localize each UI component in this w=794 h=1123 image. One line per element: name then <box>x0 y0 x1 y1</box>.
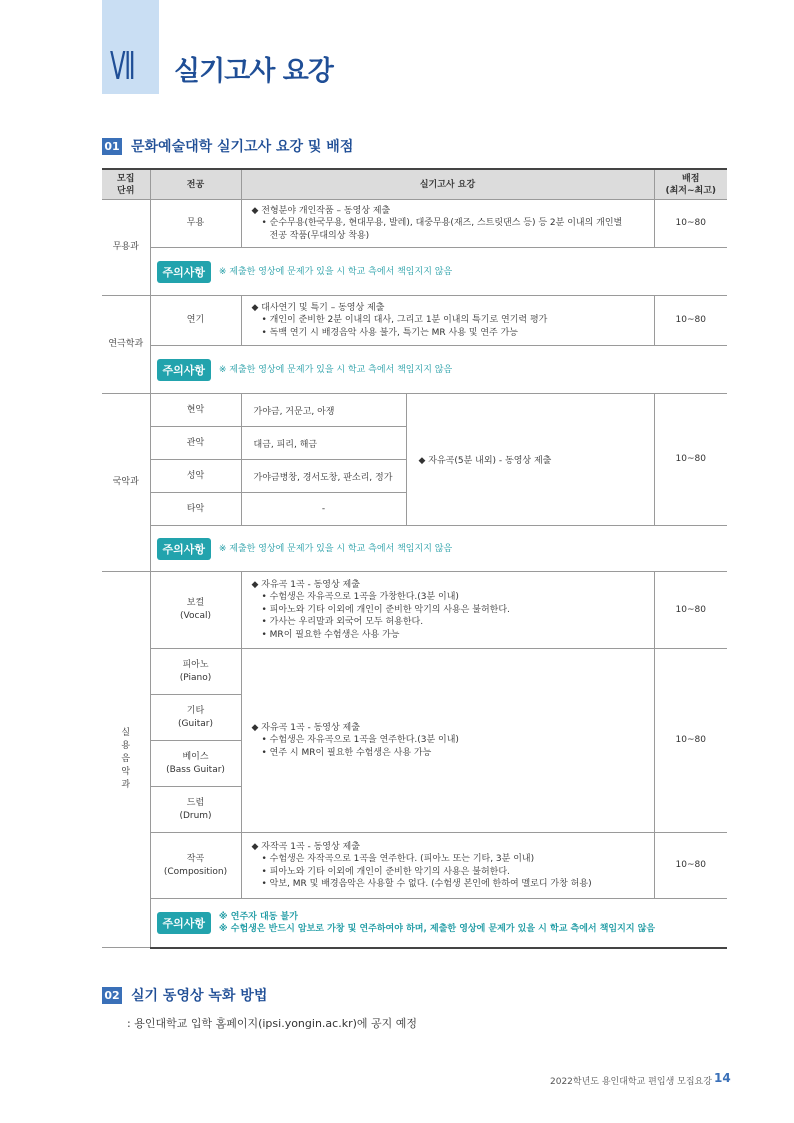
table-row <box>102 899 727 948</box>
notice-theater <box>150 346 727 394</box>
table-row <box>102 649 727 695</box>
requirement-dance: ◆ 전형분야 개인작품 – 동영상 제출 • 순수무용(한국무용, 현대무용, 발레), 대중무용(재즈, 스트릿댄스 등) 등 2분 이내의 개인별 전공 작품(무대의상 착용) <box>241 200 654 248</box>
instruments-percussion: - <box>241 493 406 526</box>
major-percussion: 타악 <box>150 493 241 526</box>
requirement-composition: ◆ 자작곡 1곡 - 동영상 제출 • 수험생은 자작곡으로 1곡을 연주한다. (피아노 또는 기타, 3분 이내) • 피아노와 기타 이외에 개인이 준비한 악기의 사용은 불허한다. • 악보, MR 및 배경음악은 사용할 수 없다. (수험생 본인에 한하여 멜로디 가창 허용) <box>241 833 654 899</box>
exam-requirements-table <box>102 168 727 949</box>
score-vocal: 10~80 <box>654 572 727 649</box>
dept-korean-music: 국악과 <box>102 394 150 572</box>
notice-text: ※ 연주자 대동 불가 ※ 수험생은 반드시 암보로 가창 및 연주하여야 하며, 제출한 영상에 문제가 있을 시 학교 측에서 책임지지 않음 <box>218 911 656 934</box>
chapter-number: Ⅶ <box>110 44 134 88</box>
section-1-heading <box>102 136 353 156</box>
requirement-vocal: ◆ 자유곡 1곡 - 동영상 제출 • 수험생은 자유곡으로 1곡을 가창한다.(3분 이내) • 피아노와 기타 이외에 개인이 준비한 악기의 사용은 불허한다. • 가사는 우리말과 외국어 모두 허용한다. • MR이 필요한 수험생은 사용 가능 <box>241 572 654 649</box>
instruments-winds: 대금, 피리, 해금 <box>241 427 406 460</box>
table-row <box>102 833 727 899</box>
table-row <box>102 200 727 248</box>
major-piano: 피아노 (Piano) <box>150 649 241 695</box>
page-number: 14 <box>714 1071 731 1085</box>
major-bass-guitar: 베이스 (Bass Guitar) <box>150 741 241 787</box>
notice-korean-music <box>150 526 727 572</box>
major-guitar: 기타 (Guitar) <box>150 695 241 741</box>
table-row <box>102 296 727 346</box>
instruments-strings: 가야금, 거문고, 아쟁 <box>241 394 406 427</box>
section-2-number: 02 <box>102 987 122 1004</box>
major-drum: 드럼 (Drum) <box>150 787 241 833</box>
notice-dance <box>150 248 727 296</box>
major-dance: 무용 <box>150 200 241 248</box>
instruments-vocal-korean: 가야금병창, 경서도창, 판소리, 정가 <box>241 460 406 493</box>
major-composition: 작곡 (Composition) <box>150 833 241 899</box>
dept-practical-music: 실 용 음 악 과 <box>102 572 150 948</box>
score-dance: 10~80 <box>654 200 727 248</box>
table-header-row <box>102 169 727 200</box>
header-requirements: 실기고사 요강 <box>241 169 654 200</box>
table-row <box>102 572 727 649</box>
footer-title: 2022학년도 용인대학교 편입생 모집요강 <box>550 1077 712 1087</box>
score-instruments: 10~80 <box>654 649 727 833</box>
notice-text: ※ 제출한 영상에 문제가 있을 시 학교 측에서 책임지지 않음 <box>218 266 453 277</box>
major-acting: 연기 <box>150 296 241 346</box>
header-unit: 모집 단위 <box>102 169 150 200</box>
header-score: 배점 (최저~최고) <box>654 169 727 200</box>
section-1-number: 01 <box>102 138 122 155</box>
recording-method-description: : 용인대학교 입학 홈페이지(ipsi.yongin.ac.kr)에 공지 예정 <box>127 1017 418 1030</box>
table-row <box>102 526 727 572</box>
table-row <box>102 346 727 394</box>
major-strings: 현악 <box>150 394 241 427</box>
requirement-instruments: ◆ 자유곡 1곡 - 동영상 제출 • 수험생은 자유곡으로 1곡을 연주한다.(3분 이내) • 연주 시 MR이 필요한 수험생은 사용 가능 <box>241 649 654 833</box>
section-2-heading <box>102 985 267 1005</box>
requirement-theater: ◆ 대사연기 및 특기 – 동영상 제출 • 개인이 준비한 2분 이내의 대사, 그리고 1분 이내의 특기로 연기력 평가 • 독백 연기 시 배경음악 사용 불가, 특기는 MR 사용 및 연주 가능 <box>241 296 654 346</box>
notice-badge: 주의사항 <box>157 261 212 283</box>
major-winds: 관악 <box>150 427 241 460</box>
section-2-title: 실기 동영상 녹화 방법 <box>131 988 268 1004</box>
major-vocal-korean: 성악 <box>150 460 241 493</box>
major-vocal: 보컬 (Vocal) <box>150 572 241 649</box>
notice-text: ※ 제출한 영상에 문제가 있을 시 학교 측에서 책임지지 않음 <box>218 543 453 554</box>
score-korean-music: 10~80 <box>654 394 727 526</box>
notice-text: ※ 제출한 영상에 문제가 있을 시 학교 측에서 책임지지 않음 <box>218 364 453 375</box>
chapter-title: 실기고사 요강 <box>174 56 333 87</box>
score-composition: 10~80 <box>654 833 727 899</box>
header-major: 전공 <box>150 169 241 200</box>
score-theater: 10~80 <box>654 296 727 346</box>
table-row <box>102 394 727 427</box>
notice-badge: 주의사항 <box>157 912 212 934</box>
section-1-title: 문화예술대학 실기고사 요강 및 배점 <box>131 139 354 155</box>
dept-theater: 연극학과 <box>102 296 150 394</box>
notice-badge: 주의사항 <box>157 538 212 560</box>
table-row <box>102 248 727 296</box>
dept-dance: 무용과 <box>102 200 150 296</box>
notice-badge: 주의사항 <box>157 359 212 381</box>
notice-practical-music <box>150 899 727 948</box>
requirement-korean-music: ◆ 자유곡(5분 내외) - 동영상 제출 <box>406 394 654 526</box>
